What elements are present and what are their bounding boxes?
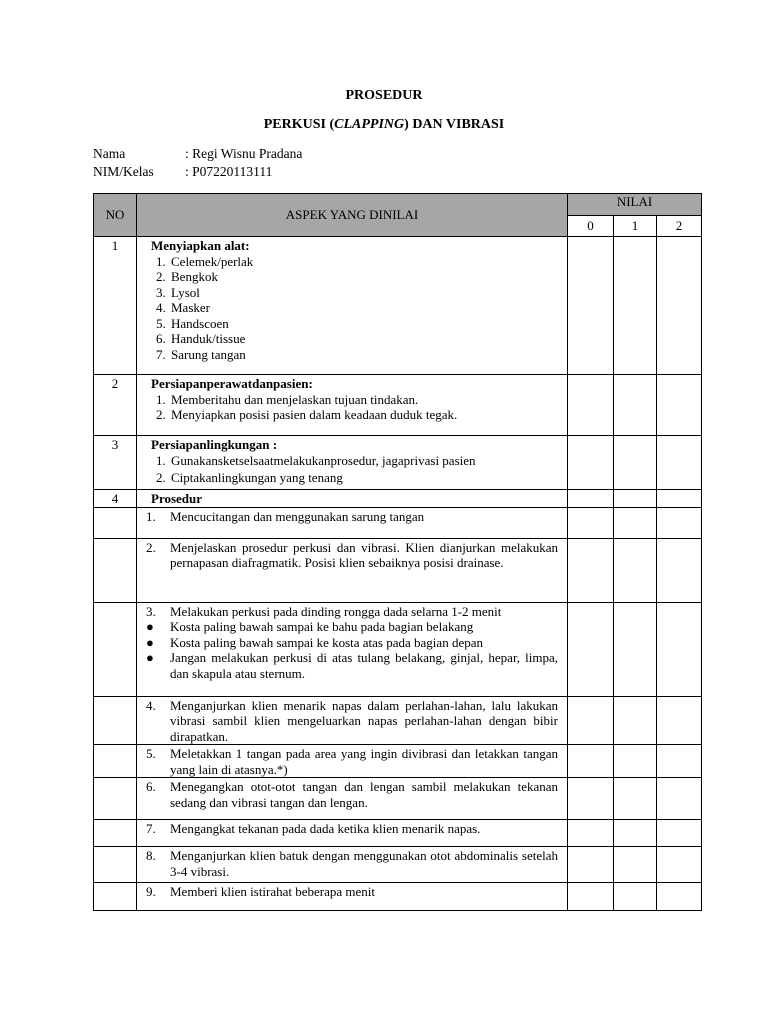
score-cell[interactable] <box>657 847 702 883</box>
score-cell[interactable] <box>657 237 702 375</box>
score-cell[interactable] <box>614 375 657 436</box>
list-item: 1. Memberitahu dan menjelaskan tujuan tindakan. <box>169 392 558 408</box>
score-2: 2 <box>657 216 702 237</box>
list-item: 1. Celemek/perlak <box>169 254 558 270</box>
score-cell[interactable] <box>568 820 614 847</box>
score-cell[interactable] <box>657 602 702 696</box>
score-cell[interactable] <box>614 237 657 375</box>
header-aspek: ASPEK YANG DINILAI <box>137 194 568 237</box>
bullet-icon: ● <box>146 650 154 665</box>
row-aspek <box>137 375 568 436</box>
row-no: 1 <box>94 237 137 375</box>
header-no: NO <box>94 194 137 237</box>
score-cell[interactable] <box>614 745 657 778</box>
score-cell[interactable] <box>568 602 614 696</box>
score-cell[interactable] <box>657 436 702 490</box>
table-row <box>94 436 702 490</box>
score-cell[interactable] <box>614 778 657 820</box>
score-cell[interactable] <box>568 436 614 490</box>
row-no: 3 <box>94 436 137 490</box>
table-row: 7. Mengangkat tekanan pada dada ketika klien menarik napas. <box>94 820 702 847</box>
score-cell[interactable] <box>614 602 657 696</box>
row-no: 4 <box>94 490 137 508</box>
table-row: 9. Memberi klien istirahat beberapa menit <box>94 883 702 911</box>
assessment-table <box>93 193 702 911</box>
equipment-list <box>151 254 558 363</box>
table-row: 2. Menjelaskan prosedur perkusi dan vibrasi. Klien dianjurkan melakukan pernapasan diafragmatik. Posisi klien sebaiknya posisi drainase. <box>94 538 702 602</box>
nim-label: NIM/Kelas <box>93 164 154 179</box>
procedure-step: Menegangkan otot-otot tangan dan lengan sambil melakukan tekanan sedang dan vibrasi tangan dan lengan. <box>170 779 558 810</box>
row-aspek <box>137 237 568 375</box>
score-cell[interactable] <box>568 375 614 436</box>
score-cell[interactable] <box>614 696 657 745</box>
list-item: 2. Menyiapkan posisi pasien dalam keadaan duduk tegak. <box>169 407 558 423</box>
table-row <box>94 237 702 375</box>
table-row: 5. Meletakkan 1 tangan pada area yang ingin divibrasi dan letakkan tangan yang lain di atasnya.*) <box>94 745 702 778</box>
score-cell[interactable] <box>657 490 702 508</box>
score-cell[interactable] <box>657 696 702 745</box>
section-heading: Persiapanlingkungan : <box>151 437 278 452</box>
score-cell[interactable] <box>614 490 657 508</box>
list-item: 6. Handuk/tissue <box>169 331 558 347</box>
nama-line <box>93 145 302 163</box>
table-row: 3. Melakukan perkusi pada dinding rongga dada selarna 1-2 menit ● Kosta paling bawah sampai ke bahu pada bagian belakang ● Kosta paling bawah sampai ke kosta atas pada bagian depan ● Jangan melakukan perkusi di atas tulang belakang, ginjal, hepar, limpa, dan skapula atau sternum. <box>94 602 702 696</box>
procedure-step: Melakukan perkusi pada dinding rongga dada selarna 1-2 menit <box>170 603 502 619</box>
score-1: 1 <box>614 216 657 237</box>
table-row: 8. Menganjurkan klien batuk dengan menggunakan otot abdominalis setelah 3-4 vibrasi. <box>94 847 702 883</box>
score-cell[interactable] <box>657 507 702 538</box>
document-title: PROSEDUR <box>345 88 423 103</box>
bullet-icon: ● <box>146 634 154 650</box>
list-item: 2. Bengkok <box>169 269 558 285</box>
score-cell[interactable] <box>568 507 614 538</box>
procedure-bullet: Kosta paling bawah sampai ke bahu pada bagian belakang <box>170 619 474 634</box>
bullet-icon: ● <box>146 619 154 634</box>
score-cell[interactable] <box>568 883 614 911</box>
table-row: 4. Menganjurkan klien menarik napas dalam perlahan-lahan, lalu lakukan vibrasi sambil klien mengeluarkan napas perlahan-lahan dengan bibir dirapatkan. <box>94 696 702 745</box>
score-cell[interactable] <box>614 436 657 490</box>
score-cell[interactable] <box>657 778 702 820</box>
list-item: 3. Lysol <box>169 285 558 301</box>
score-0: 0 <box>568 216 614 237</box>
score-cell[interactable] <box>614 883 657 911</box>
score-cell[interactable] <box>568 490 614 508</box>
procedure-step: Meletakkan 1 tangan pada area yang ingin divibrasi dan letakkan tangan yang lain di atasnya.*) <box>170 746 558 777</box>
score-cell[interactable] <box>568 237 614 375</box>
score-cell[interactable] <box>614 820 657 847</box>
nim-line <box>93 163 272 181</box>
score-cell[interactable] <box>568 538 614 602</box>
score-cell[interactable] <box>657 745 702 778</box>
header-nilai: NILAI <box>568 194 702 216</box>
score-cell[interactable] <box>614 538 657 602</box>
procedure-step: Menganjurkan klien menarik napas dalam perlahan-lahan, lalu lakukan vibrasi sambil klien mengeluarkan napas perlahan-lahan dengan bibir dirapatkan. <box>170 697 558 744</box>
score-cell[interactable] <box>568 778 614 820</box>
table-row: 6. Menegangkan otot-otot tangan dan lengan sambil melakukan tekanan sedang dan vibrasi tangan dan lengan. <box>94 778 702 820</box>
document-subtitle: PERKUSI (CLAPPING) DAN VIBRASI <box>263 117 505 132</box>
row-no: 2 <box>94 375 137 436</box>
score-cell[interactable] <box>568 847 614 883</box>
section-heading: Persiapanperawatdanpasien: <box>151 376 313 391</box>
list-item: 5. Handscoen <box>169 316 558 332</box>
score-cell[interactable] <box>657 375 702 436</box>
nama-label: Nama <box>93 146 126 161</box>
list-item: 7. Sarung tangan <box>169 347 558 363</box>
procedure-bullet: Jangan melakukan perkusi di atas tulang belakang, ginjal, hepar, limpa, dan skapula atau sternum. <box>170 650 558 681</box>
score-cell[interactable] <box>568 745 614 778</box>
row-aspek <box>137 436 568 490</box>
list-item: 2. Ciptakanlingkungan yang tenang <box>169 470 558 486</box>
score-cell[interactable] <box>657 538 702 602</box>
table-row <box>94 490 702 508</box>
procedure-step: Menganjurkan klien batuk dengan menggunakan otot abdominalis setelah 3-4 vibrasi. <box>170 848 558 879</box>
procedure-step: Mencucitangan dan menggunakan sarung tangan <box>170 508 425 524</box>
procedure-step: Memberi klien istirahat beberapa menit <box>170 884 376 899</box>
score-cell[interactable] <box>657 820 702 847</box>
nama-value: : Regi Wisnu Pradana <box>185 146 303 161</box>
table-row: 1. Mencucitangan dan menggunakan sarung tangan <box>94 507 702 538</box>
nim-value: : P07220113111 <box>185 164 273 179</box>
procedure-step: Mengangkat tekanan pada dada ketika klien menarik napas. <box>170 821 481 836</box>
procedure-step: Menjelaskan prosedur perkusi dan vibrasi. Klien dianjurkan melakukan pernapasan diafragmatik. Posisi klien sebaiknya posisi drainase. <box>170 539 558 570</box>
procedure-bullet: Kosta paling bawah sampai ke kosta atas pada bagian depan <box>170 634 483 650</box>
table-row <box>94 375 702 436</box>
score-cell[interactable] <box>568 696 614 745</box>
score-cell[interactable] <box>657 883 702 911</box>
section-heading: Menyiapkan alat: <box>151 238 250 253</box>
list-item: 1. Gunakansketselsaatmelakukanprosedur, jagaprivasi pasien <box>169 453 558 469</box>
list-item: 4. Masker <box>169 300 558 316</box>
score-cell[interactable] <box>614 847 657 883</box>
section-heading: Prosedur <box>137 490 568 508</box>
score-cell[interactable] <box>614 507 657 538</box>
